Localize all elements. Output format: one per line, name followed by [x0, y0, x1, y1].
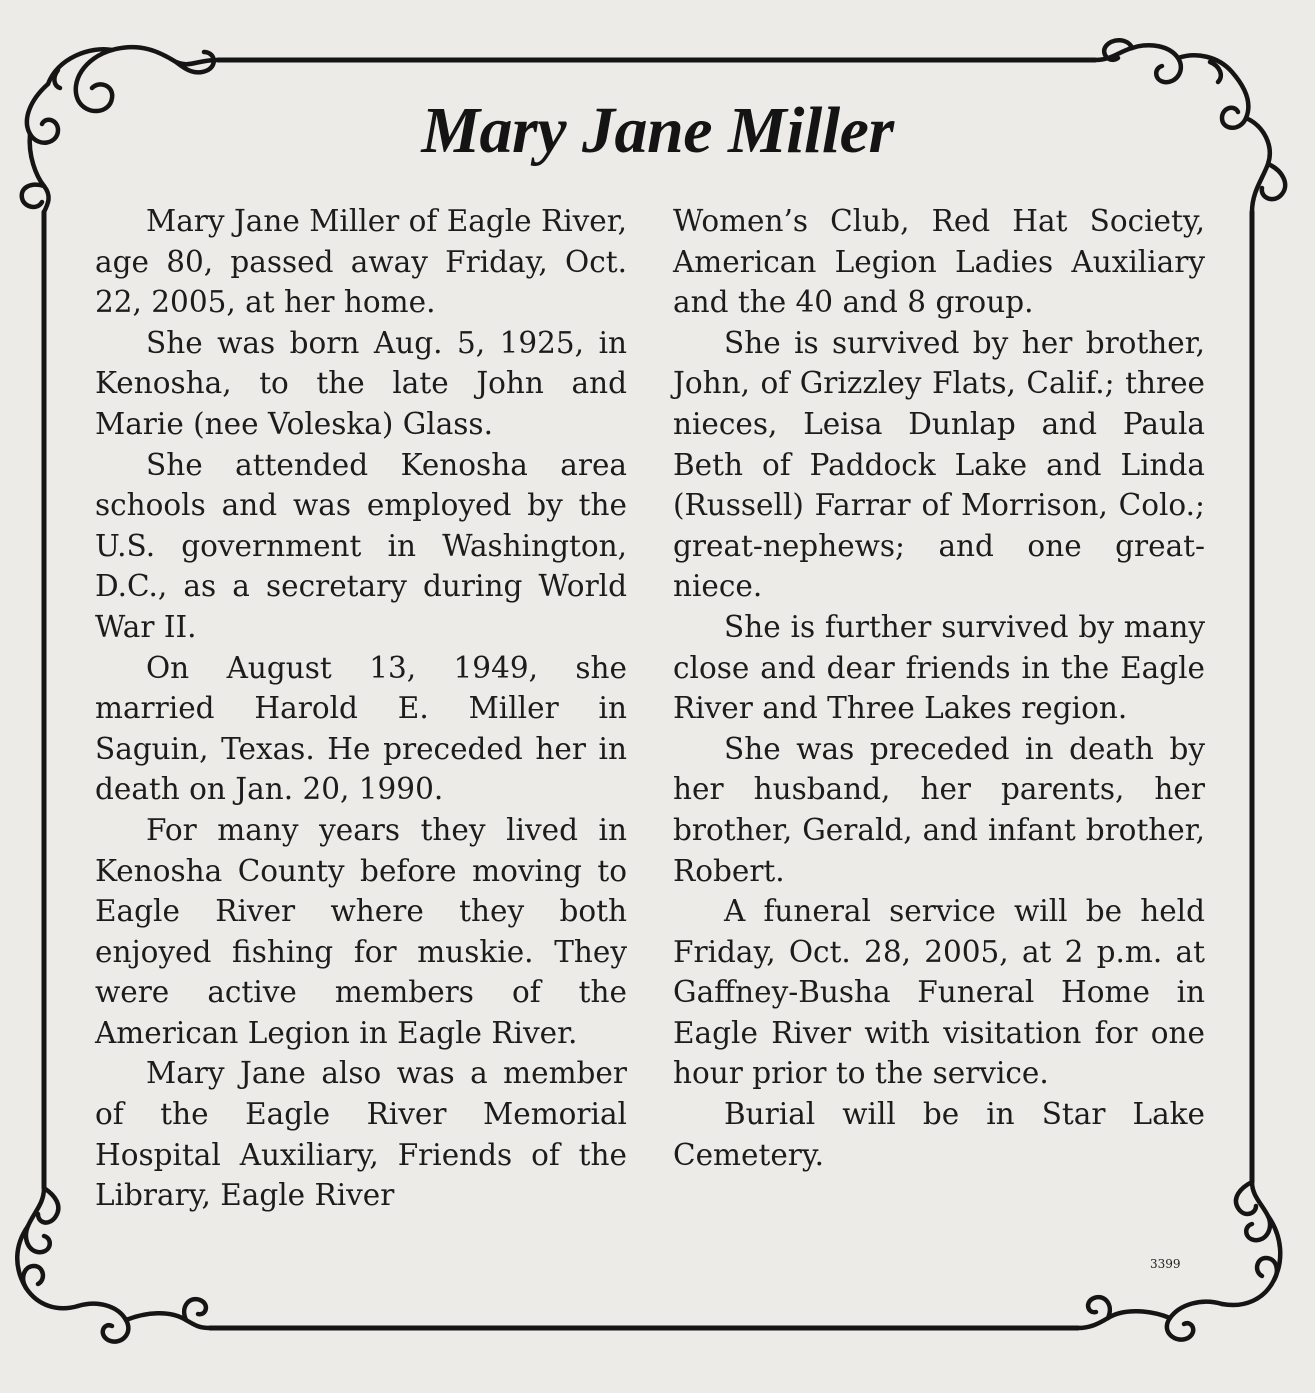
paragraph: She is further survived by many close and dear friends in the Eagle River and Three Lakes region.: [673, 609, 1205, 726]
paragraph: On August 13, 1949, she married Harold E. Miller in Saguin, Texas. He preceded her in death on Jan. 20, 1990.: [95, 650, 627, 807]
paragraph: Mary Jane also was a member of the Eagle River Memorial Hospital Auxiliary, Friends of the Library, Eagle River: [95, 1056, 627, 1213]
ad-code: 3399: [1150, 1257, 1181, 1271]
paragraph: She was born Aug. 5, 1925, in Kenosha, to the late John and Marie (nee Voleska) Glass.: [95, 325, 627, 441]
paragraph: A funeral service will be held Friday, Oct. 28, 2005, at 2 p.m. at Gaffney-Busha Funeral Home in Eagle River with visitation for one hour prior to the service.: [673, 894, 1205, 1091]
paragraph: For many years they lived in Kenosha County before moving to Eagle River where they both enjoyed fishing for muskie. They were active members of the American Legion in Eagle River.: [95, 812, 627, 1050]
paragraph: She was preceded in death by her husband, her parents, her brother, Gerald, and infant brother, Robert.: [673, 731, 1205, 888]
paragraph: She attended Kenosha area schools and was employed by the U.S. government in Washington, D.C., as a secretary during World War II.: [95, 447, 627, 644]
paragraph: Women’s Club, Red Hat Society, American Legion Ladies Auxiliary and the 40 and 8 group.: [673, 204, 1205, 320]
paragraph: She is survived by her brother, John, of Grizzley Flats, Calif.; three nieces, Leisa Dunlap and Paula Beth of Paddock Lake and Linda (Russell) Farrar of Morrison, Colo.; great-nephews; and one great-niece.: [673, 325, 1205, 604]
obituary-title: Mary Jane Miller: [421, 94, 894, 167]
left-column: [95, 201, 627, 1216]
paragraph: Mary Jane Miller of Eagle River, age 80, passed away Friday, Oct. 22, 2005, at her home.: [95, 204, 627, 320]
right-column: [673, 201, 1205, 1175]
paragraph: Burial will be in Star Lake Cemetery.: [673, 1097, 1205, 1172]
